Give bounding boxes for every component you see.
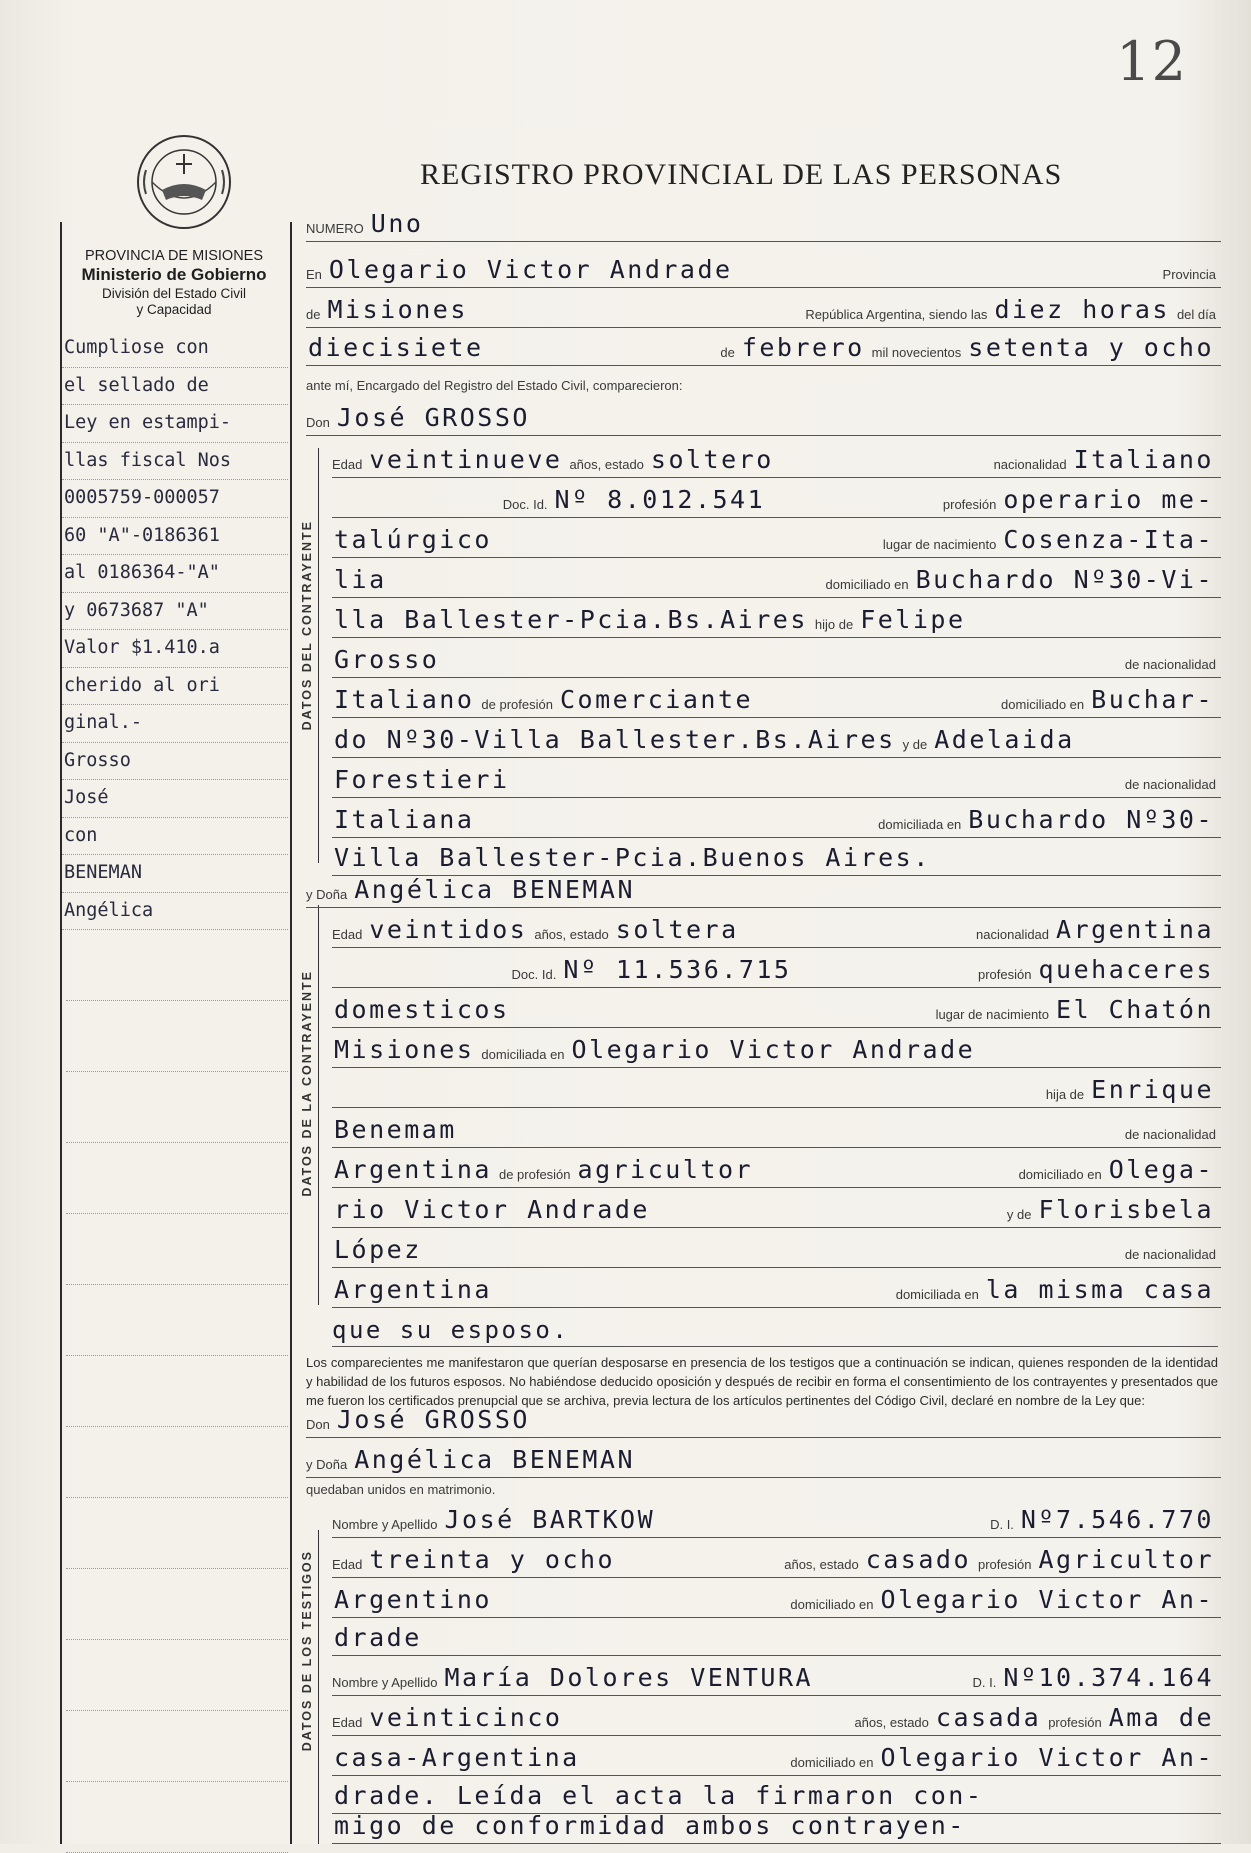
row-witness1-address <box>332 1580 1221 1618</box>
label-dona: y Doña <box>306 887 348 902</box>
value-bride-mother-addr-b: que su esposo. <box>332 1314 1218 1347</box>
value-groom-mother-nat: Italiana <box>334 805 475 834</box>
label-doc-id: Doc. Id. <box>502 497 548 512</box>
value-groom-father-prof: Comerciante <box>559 685 754 714</box>
value-bride-profession-b: domesticos <box>334 995 510 1024</box>
margin-note-line: llas fiscal Nos <box>62 443 288 481</box>
value-witness1-address-a: Olegario Victor An- <box>880 1585 1214 1614</box>
row-groom-birthplace <box>332 520 1221 558</box>
label-de-nacionalidad: de nacionalidad <box>1124 1127 1216 1142</box>
value-witness1-status: casado <box>865 1545 971 1574</box>
witness-side-label: DATOS DE LOS TESTIGOS <box>300 1550 314 1752</box>
row-numero <box>306 204 1221 242</box>
value-bride-name: Angélica BENEMAN <box>354 875 636 904</box>
label-domiciliada-en: domiciliada en <box>895 1287 979 1302</box>
legal-paragraph <box>306 1314 1218 1410</box>
value-witness2-profession-b: casa-Argentina <box>334 1743 580 1772</box>
label-provincia: Provincia <box>1162 267 1216 282</box>
value-official: Olegario Victor Andrade <box>328 255 733 284</box>
margin-note-line: con <box>62 818 288 856</box>
row-witness2-closing <box>332 1806 1221 1844</box>
groom-section-bracket <box>318 448 319 863</box>
value-bride-mother-b: López <box>334 1235 422 1264</box>
row-declared-bride <box>306 1440 1221 1478</box>
value-bride-doc: Nº 11.536.715 <box>563 955 792 984</box>
value-bride-age: veintidos <box>369 915 528 944</box>
margin-ruled-lines <box>66 930 288 1853</box>
label-hija-de: hija de <box>1045 1087 1085 1102</box>
value-groom-address-a: Buchardo Nº30-Vi- <box>915 565 1214 594</box>
value-groom-birthplace-a: Cosenza-Ita- <box>1003 525 1214 554</box>
value-bride-father-addr-a: Olega- <box>1108 1155 1214 1184</box>
bride-side-label: DATOS DE LA CONTRAYENTE <box>300 970 314 1197</box>
label-nombre-apellido: Nombre y Apellido <box>332 1675 438 1690</box>
value-groom-father-b: Grosso <box>334 645 440 674</box>
value-bride-mother-a: Florisbela <box>1038 1195 1214 1224</box>
office-division: División del Estado Civil <box>101 285 247 301</box>
row-bride-name <box>306 870 1221 908</box>
value-witness1-profession: Agricultor <box>1038 1545 1214 1574</box>
margin-note-line: ginal.- <box>62 705 288 743</box>
value-day: diecisiete <box>308 333 484 362</box>
label-dona: y Doña <box>306 1457 348 1472</box>
value-year: setenta y ocho <box>968 333 1214 362</box>
page-number: 12 <box>1116 30 1187 93</box>
label-de-nacionalidad: de nacionalidad <box>1124 1247 1216 1262</box>
label-domiciliado-en: domiciliado en <box>1001 697 1085 712</box>
row-witness1-address-2 <box>332 1618 1221 1656</box>
label-de-profesion: de profesión <box>498 1167 571 1182</box>
label-profesion: profesión <box>1048 1715 1102 1730</box>
label-de-nacionalidad: de nacionalidad <box>1124 657 1216 672</box>
row-bride-address <box>332 1030 1221 1068</box>
row-bride-father-prof <box>332 1150 1221 1188</box>
row-groom-mother <box>332 720 1221 758</box>
row-groom-mother-addr <box>332 800 1221 838</box>
row-groom-age <box>332 440 1221 478</box>
label-domiciliada-en: domiciliada en <box>481 1047 565 1062</box>
label-quedaban: quedaban unidos en matrimonio. <box>306 1482 496 1497</box>
office-capacity: y Capacidad <box>136 301 212 317</box>
value-bride-father-b: Benemam <box>334 1115 457 1144</box>
label-domiciliado-en: domiciliado en <box>825 577 909 592</box>
value-bride-profession-a: quehaceres <box>1038 955 1214 984</box>
row-bride-father <box>332 1070 1221 1108</box>
page-title: REGISTRO PROVINCIAL DE LAS PERSONAS <box>420 158 1063 191</box>
label-de-mes: de <box>720 345 735 360</box>
value-witness1-name: José BARTKOW <box>444 1505 656 1534</box>
value-witness1-doc: Nº7.546.770 <box>1020 1505 1214 1534</box>
witness-section-bracket <box>318 1530 319 1844</box>
provincial-seal-icon <box>132 130 236 234</box>
value-bride-status: soltera <box>615 915 739 944</box>
value-bride-mother-nat: Argentina <box>334 1275 492 1304</box>
label-profesion: profesión <box>942 497 997 512</box>
label-hijo-de: hijo de <box>814 617 854 632</box>
row-groom-father-nat <box>332 640 1221 678</box>
label-de-profesion: de profesión <box>481 697 553 712</box>
label-domiciliado-en: domiciliado en <box>790 1755 874 1770</box>
value-groom-address-b: lla Ballester-Pcia.Bs.Aires <box>334 605 808 634</box>
row-groom-father-prof <box>332 680 1221 718</box>
value-groom-mother-a: Adelaida <box>934 725 1075 754</box>
row-witness2-name <box>332 1658 1221 1696</box>
label-numero: NUMERO <box>306 221 364 236</box>
bride-section-bracket <box>318 905 319 1305</box>
office-ministry: Ministerio de Gobierno <box>81 265 267 285</box>
label-mil-novecientos: mil novecientos <box>871 345 962 360</box>
value-groom-nationality: Italiano <box>1073 445 1214 474</box>
value-bride-mother-addr-a: la misma casa <box>985 1275 1214 1304</box>
value-bride-address: Olegario Victor Andrade <box>571 1035 976 1064</box>
value-witness2-name: María Dolores VENTURA <box>444 1663 814 1692</box>
value-province: Misiones <box>327 295 468 324</box>
value-witness2-age: veinticinco <box>369 1703 563 1732</box>
value-witness2-doc: Nº10.374.164 <box>1003 1663 1214 1692</box>
margin-note-line: BENEMAN <box>62 855 288 893</box>
row-groom-doc <box>332 480 1221 518</box>
margin-note-line: Valor $1.410.a <box>62 630 288 668</box>
value-groom-mother-b: Forestieri <box>334 765 510 794</box>
label-edad: Edad <box>332 1557 363 1572</box>
row-groom-father <box>332 600 1221 638</box>
label-anos-estado: años, estado <box>534 927 609 942</box>
label-edad: Edad <box>332 1715 363 1730</box>
value-month: febrero <box>741 333 865 362</box>
value-groom-mother-addr-a: Buchardo Nº30- <box>968 805 1214 834</box>
label-de: de <box>306 307 321 322</box>
label-en: En <box>306 267 322 282</box>
row-bride-mother-nat <box>332 1230 1221 1268</box>
office-province: PROVINCIA DE MISIONES <box>84 248 264 264</box>
value-witness1-age: treinta y ocho <box>369 1545 616 1574</box>
value-groom-father-addr-a: Buchar- <box>1091 685 1214 714</box>
value-groom-doc: Nº 8.012.541 <box>554 485 766 514</box>
row-witness1-name <box>332 1500 1221 1538</box>
row-groom-mother-nat <box>332 760 1221 798</box>
margin-note-line: Cumpliose con <box>62 330 288 368</box>
row-groom-address <box>332 560 1221 598</box>
label-domiciliado-en: domiciliado en <box>1018 1167 1102 1182</box>
value-witness2-closing: migo de conformidad ambos contrayen- <box>334 1811 966 1840</box>
value-declared-bride: Angélica BENEMAN <box>354 1445 636 1474</box>
value-numero: Uno <box>370 209 424 238</box>
value-bride-father-prof: agricultor <box>577 1155 754 1184</box>
row-witness1-age <box>332 1540 1221 1578</box>
margin-note-line: 0005759-000057 <box>62 480 288 518</box>
row-official <box>306 250 1221 288</box>
label-don: Don <box>306 1417 330 1432</box>
label-y-de: y de <box>902 737 928 752</box>
value-declared-groom: José GROSSO <box>336 1405 530 1434</box>
margin-note-line: Ley en estampi- <box>62 405 288 443</box>
margin-note-line: Angélica <box>62 893 288 931</box>
label-profesion: profesión <box>978 967 1032 982</box>
value-witness2-address-a: Olegario Victor An- <box>880 1743 1214 1772</box>
label-lugar-nacimiento: lugar de nacimiento <box>882 537 997 552</box>
value-groom-name: José GROSSO <box>336 403 530 432</box>
row-date <box>306 328 1221 366</box>
row-witness2-address <box>332 1738 1221 1776</box>
label-nombre-apellido: Nombre y Apellido <box>332 1517 438 1532</box>
label-anos-estado: años, estado <box>569 457 644 472</box>
row-bride-age <box>332 910 1221 948</box>
value-bride-birthplace-b: Misiones <box>334 1035 475 1064</box>
value-bride-father-a: Enrique <box>1091 1075 1214 1104</box>
label-lugar-nacimiento: lugar de nacimiento <box>935 1007 1050 1022</box>
value-bride-father-addr-b: rio Victor Andrade <box>334 1195 650 1224</box>
label-nacionalidad: nacionalidad <box>993 457 1067 472</box>
margin-note-line: 60 "A"-0186361 <box>62 518 288 556</box>
row-groom-name <box>306 398 1221 436</box>
value-groom-profession-b: talúrgico <box>334 525 492 554</box>
value-witness1-address-b: drade <box>334 1623 422 1652</box>
value-witness2-status: casada <box>935 1703 1042 1732</box>
row-bride-mother-addr <box>332 1270 1221 1308</box>
label-nacionalidad: nacionalidad <box>976 927 1050 942</box>
value-groom-status: soltero <box>650 445 774 474</box>
value-bride-nationality: Argentina <box>1056 915 1214 944</box>
label-doc-id: Doc. Id. <box>511 967 557 982</box>
value-groom-age: veintinueve <box>369 445 563 474</box>
value-hour: diez horas <box>994 295 1170 324</box>
row-witness2-age <box>332 1698 1221 1736</box>
column-divider <box>290 222 292 1844</box>
label-y-de: y de <box>1006 1207 1032 1222</box>
value-bride-father-nat: Argentina <box>334 1155 492 1184</box>
label-domiciliada-en: domiciliada en <box>878 817 962 832</box>
label-anos-estado: años, estado <box>784 1557 859 1572</box>
value-groom-mother-addr-b: Villa Ballester-Pcia.Buenos Aires. <box>334 843 931 872</box>
margin-note-line: el sellado de <box>62 368 288 406</box>
margin-note-line: y 0673687 "A" <box>62 593 288 631</box>
label-domiciliado-en: domiciliado en <box>790 1597 874 1612</box>
office-heading <box>60 248 288 318</box>
label-edad: Edad <box>332 927 363 942</box>
label-edad: Edad <box>332 457 363 472</box>
row-bride-birthplace <box>332 990 1221 1028</box>
row-bride-doc <box>332 950 1221 988</box>
label-republica: República Argentina, siendo las <box>805 307 988 322</box>
label-profesion: profesión <box>978 1557 1032 1572</box>
row-bride-mother <box>332 1190 1221 1228</box>
label-del-dia: del día <box>1176 307 1216 322</box>
value-groom-father-a: Felipe <box>860 605 966 634</box>
row-bride-father-nat <box>332 1110 1221 1148</box>
value-witness2-profession-a: Ama de <box>1108 1703 1214 1732</box>
label-don: Don <box>306 415 330 430</box>
margin-note-line: Grosso <box>62 743 288 781</box>
value-witness2-address-b: drade. Leída el acta la firmaron con- <box>334 1781 984 1810</box>
margin-note-line: cherido al ori <box>62 668 288 706</box>
row-ante-mi <box>306 368 1221 398</box>
label-anos-estado: años, estado <box>854 1715 929 1730</box>
row-declared-groom <box>306 1400 1221 1438</box>
label-ante-mi: ante mí, Encargado del Registro del Estado Civil, comparecieron: <box>306 378 683 393</box>
margin-notes <box>62 330 288 930</box>
label-di: D. I. <box>972 1675 997 1690</box>
value-groom-birthplace-b: lia <box>334 565 387 594</box>
legal-paragraph-text: Los comparecientes me manifestaron que querían desposarse en presencia de los testigos que a continuación se indican, quienes responden de la identidad y habilidad de los futuros esposos. No habiéndose deducido oposición y después de recibir en forma el consentimiento de los contrayentes y presentados que me fueron los certificados prenupcial que se archiva, previa lectura de los artículos pertinentes del Código Civil, declaré en nombre de la Ley que: <box>306 1355 1219 1408</box>
margin-note-line: José <box>62 780 288 818</box>
margin-note-line: al 0186364-"A" <box>62 555 288 593</box>
value-bride-birthplace-a: El Chatón <box>1056 995 1214 1024</box>
value-groom-father-nat: Italiano <box>334 685 475 714</box>
value-groom-father-addr-b: do Nº30-Villa Ballester.Bs.Aires <box>334 725 896 754</box>
label-de-nacionalidad: de nacionalidad <box>1124 777 1216 792</box>
groom-side-label: DATOS DEL CONTRAYENTE <box>300 520 314 731</box>
row-province <box>306 290 1221 328</box>
value-groom-profession-a: operario me- <box>1003 485 1214 514</box>
label-di: D. I. <box>990 1517 1014 1532</box>
value-witness1-nationality: Argentino <box>334 1585 492 1614</box>
row-quedaban <box>306 1474 1221 1502</box>
